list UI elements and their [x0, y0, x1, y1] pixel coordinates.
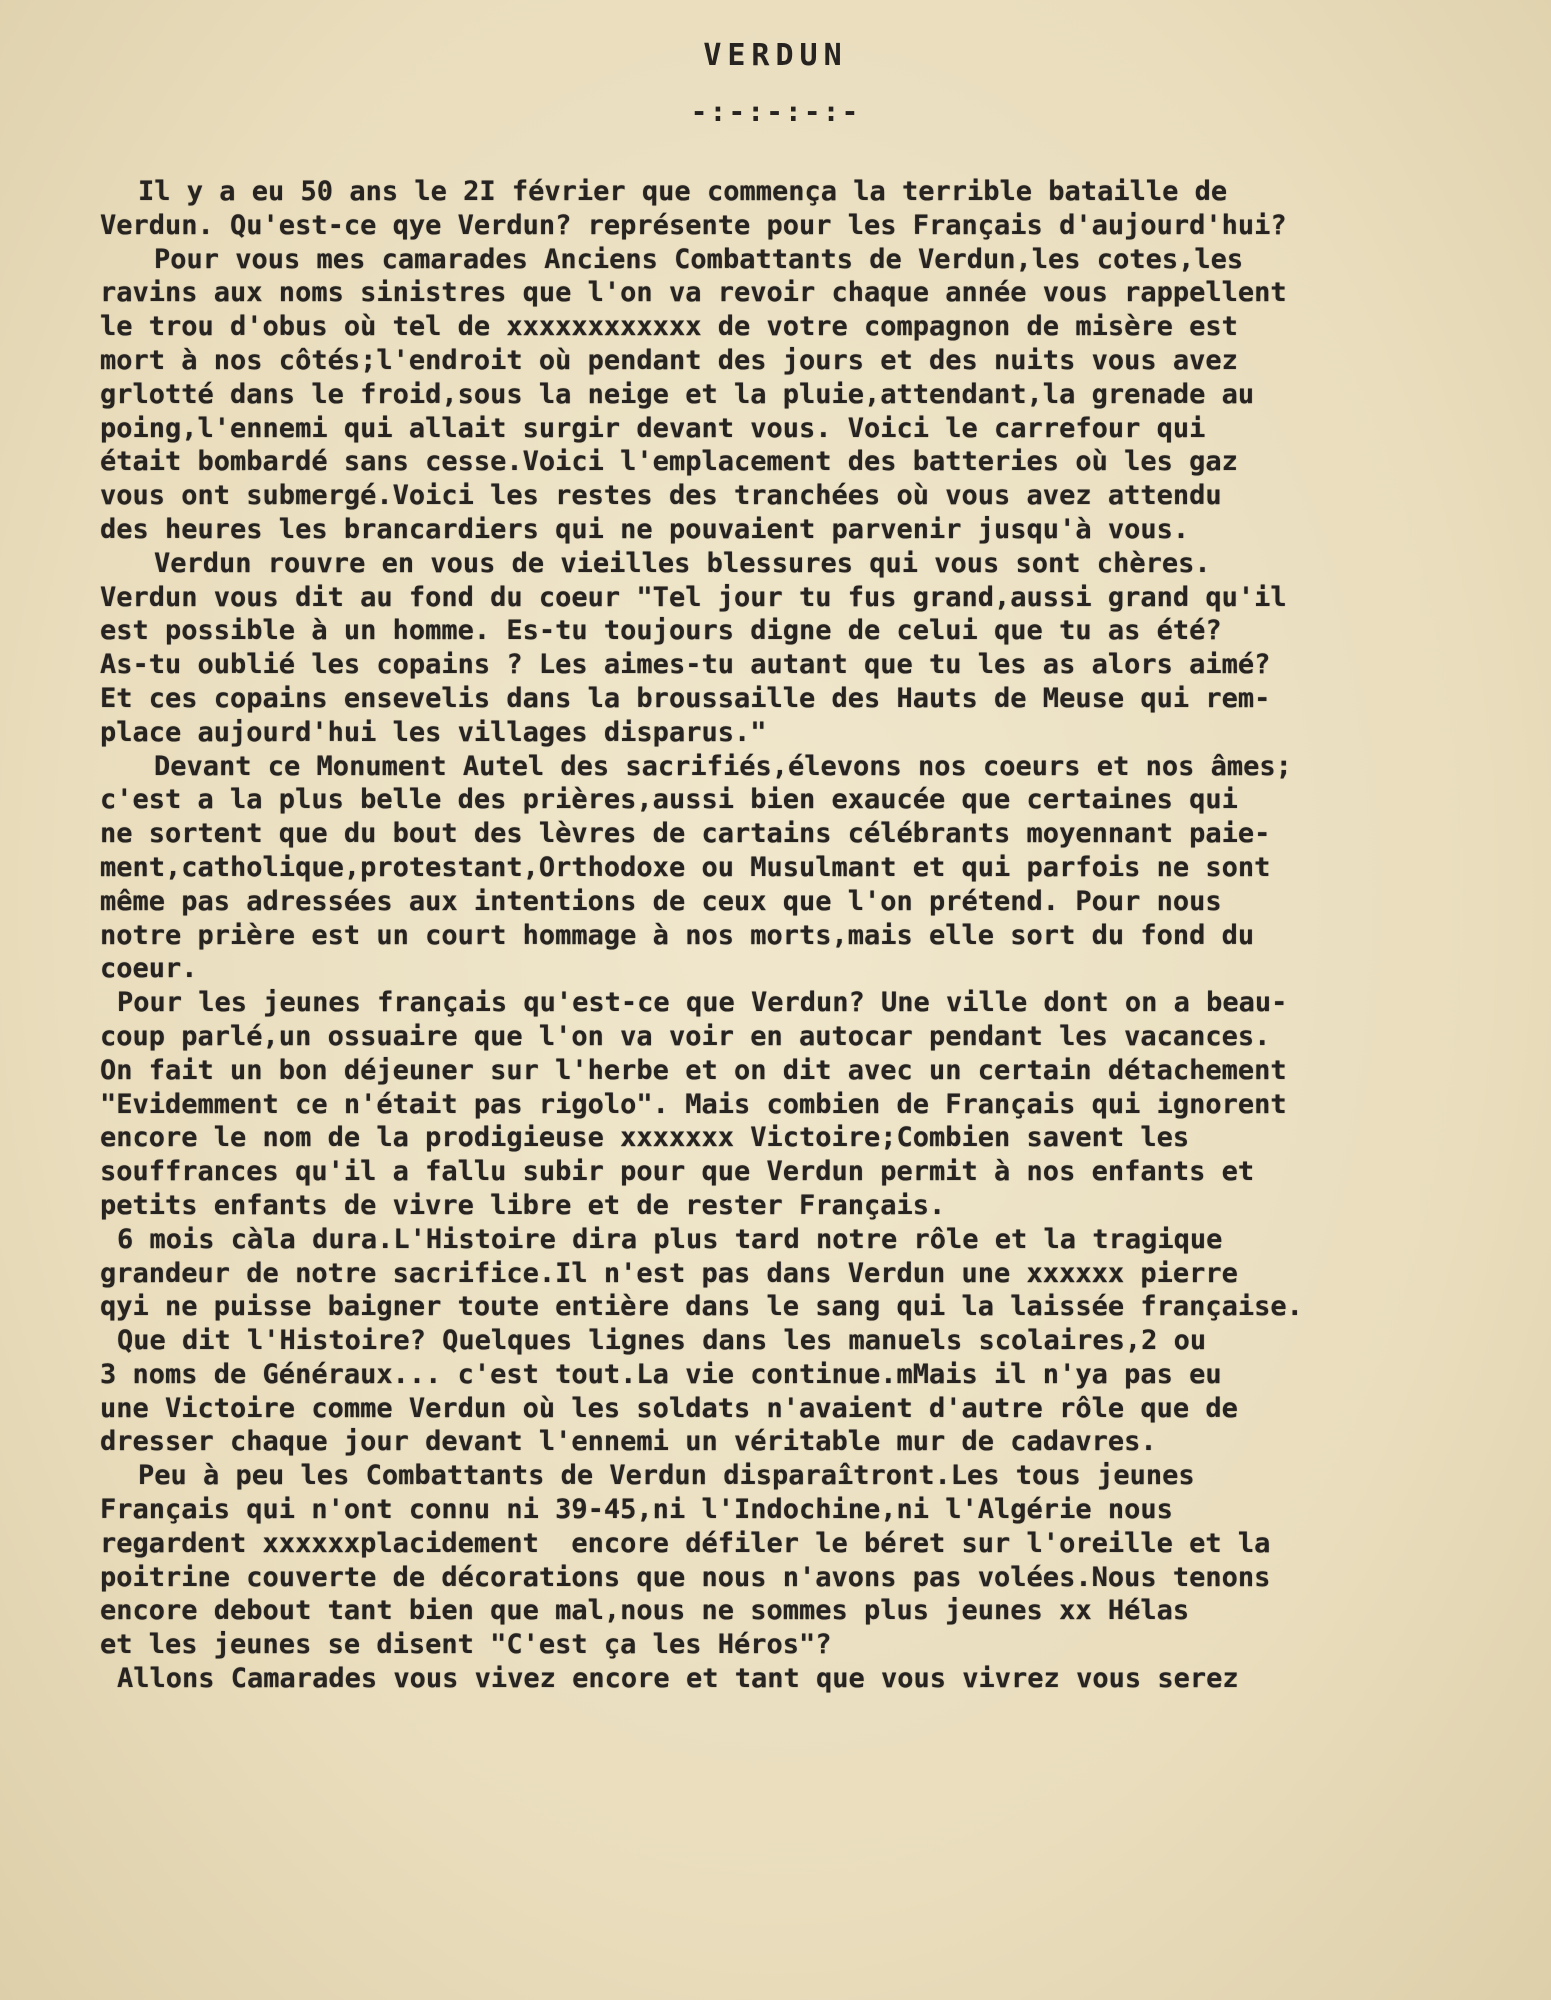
- text-line: même pas adressées aux intentions de ceux que l'on prétend. Pour nous: [100, 885, 1222, 917]
- text-line: Et ces copains ensevelis dans la broussaille des Hauts de Meuse qui rem-: [100, 682, 1271, 714]
- text-line: c'est a la plus belle des prières,aussi bien exaucée que certaines qui: [100, 784, 1238, 816]
- text-line: grlotté dans le froid,sous la neige et la pluie,attendant,la grenade au: [100, 378, 1255, 410]
- text-line: As-tu oublié les copains ? Les aimes-tu autant que tu les as alors aimé?: [100, 649, 1271, 681]
- text-line: 6 mois càla dura.L'Histoire dira plus tard notre rôle et la tragique: [117, 1223, 1223, 1255]
- document-body: [100, 175, 1550, 1696]
- text-line: regardent xxxxxxplacidement encore défiler le béret sur l'oreille et la: [100, 1527, 1271, 1559]
- text-line: Verdun vous dit au fond du coeur "Tel jour tu fus grand,aussi grand qu'il: [100, 581, 1287, 613]
- text-line: Peu à peu les Combattants de Verdun disparaîtront.Les tous jeunes: [138, 1460, 1195, 1492]
- text-line: coeur.: [100, 953, 198, 985]
- text-line: souffrances qu'il a fallu subir pour que Verdun permit à nos enfants et: [100, 1156, 1255, 1188]
- text-line: Verdun rouvre en vous de vieilles blessures qui vous sont chères.: [154, 547, 1211, 579]
- text-line: vous ont submergé.Voici les restes des tranchées où vous avez attendu: [100, 480, 1222, 512]
- text-line: était bombardé sans cesse.Voici l'emplacement des batteries où les gaz: [100, 446, 1238, 478]
- text-line: le trou d'obus où tel de xxxxxxxxxxxx de votre compagnon de misère est: [100, 311, 1238, 343]
- text-line: grandeur de notre sacrifice.Il n'est pas dans Verdun une xxxxxx pierre: [100, 1257, 1238, 1289]
- text-line: Verdun. Qu'est-ce qye Verdun? représente pour les Français d'aujourd'hui?: [100, 209, 1287, 241]
- text-line: encore debout tant bien que mal,nous ne sommes plus jeunes xx Hélas: [100, 1595, 1190, 1627]
- text-line: 3 noms de Généraux... c'est tout.La vie continue.mMais il n'ya pas eu: [100, 1358, 1222, 1390]
- text-line: encore le nom de la prodigieuse xxxxxxx Victoire;Combien savent les: [100, 1122, 1190, 1154]
- text-line: Devant ce Monument Autel des sacrifiés,élevons nos coeurs et nos âmes;: [154, 750, 1292, 782]
- text-line: est possible à un homme. Es-tu toujours digne de celui que tu as été?: [100, 615, 1222, 647]
- text-line: mort à nos côtés;l'endroit où pendant des jours et des nuits vous avez: [100, 344, 1238, 376]
- text-line: place aujourd'hui les villages disparus.": [100, 716, 767, 748]
- text-line: Pour les jeunes français qu'est-ce que Verdun? Une ville dont on a beau-: [117, 987, 1288, 1019]
- text-line: poing,l'ennemi qui allait surgir devant vous. Voici le carrefour qui: [100, 412, 1206, 444]
- text-line: Français qui n'ont connu ni 39-45,ni l'Indochine,ni l'Algérie nous: [100, 1494, 1173, 1526]
- text-line: ne sortent que du bout des lèvres de cartains célébrants moyennant paie-: [100, 818, 1271, 850]
- text-line: petits enfants de vivre libre et de rester Français.: [100, 1189, 946, 1221]
- text-line: ravins aux noms sinistres que l'on va revoir chaque année vous rappellent: [100, 277, 1287, 309]
- text-line: une Victoire comme Verdun où les soldats n'avaient d'autre rôle que de: [100, 1392, 1238, 1424]
- text-line: Il y a eu 50 ans le 2I février que commença la terrible bataille de: [138, 176, 1228, 207]
- text-line: Allons Camarades vous vivez encore et tant que vous vivrez vous serez: [117, 1663, 1239, 1695]
- title-separator: -:-:-:-:-: [690, 95, 861, 128]
- text-line: "Evidemment ce n'était pas rigolo". Mais combien de Français qui ignorent: [100, 1088, 1287, 1120]
- document-title: VERDUN: [703, 38, 848, 73]
- text-line: poitrine couverte de décorations que nous n'avons pas volées.Nous tenons: [100, 1561, 1271, 1593]
- text-line: Pour vous mes camarades Anciens Combattants de Verdun,les cotes,les: [154, 243, 1244, 275]
- text-line: coup parlé,un ossuaire que l'on va voir en autocar pendant les vacances.: [100, 1020, 1271, 1052]
- text-line: notre prière est un court hommage à nos morts,mais elle sort du fond du: [100, 919, 1255, 951]
- text-line: On fait un bon déjeuner sur l'herbe et on dit avec un certain détachement: [100, 1054, 1287, 1086]
- text-line: ment,catholique,protestant,Orthodoxe ou Musulmant et qui parfois ne sont: [100, 851, 1271, 883]
- text-line: des heures les brancardiers qui ne pouvaient parvenir jusqu'à vous.: [100, 513, 1190, 545]
- text-line: dresser chaque jour devant l'ennemi un véritable mur de cadavres.: [100, 1426, 1157, 1458]
- text-line: et les jeunes se disent "C'est ça les Héros"?: [100, 1629, 832, 1661]
- text-line: qyi ne puisse baigner toute entière dans le sang qui la laissée française.: [100, 1291, 1303, 1323]
- text-line: Que dit l'Histoire? Quelques lignes dans les manuels scolaires,2 ou: [117, 1325, 1207, 1357]
